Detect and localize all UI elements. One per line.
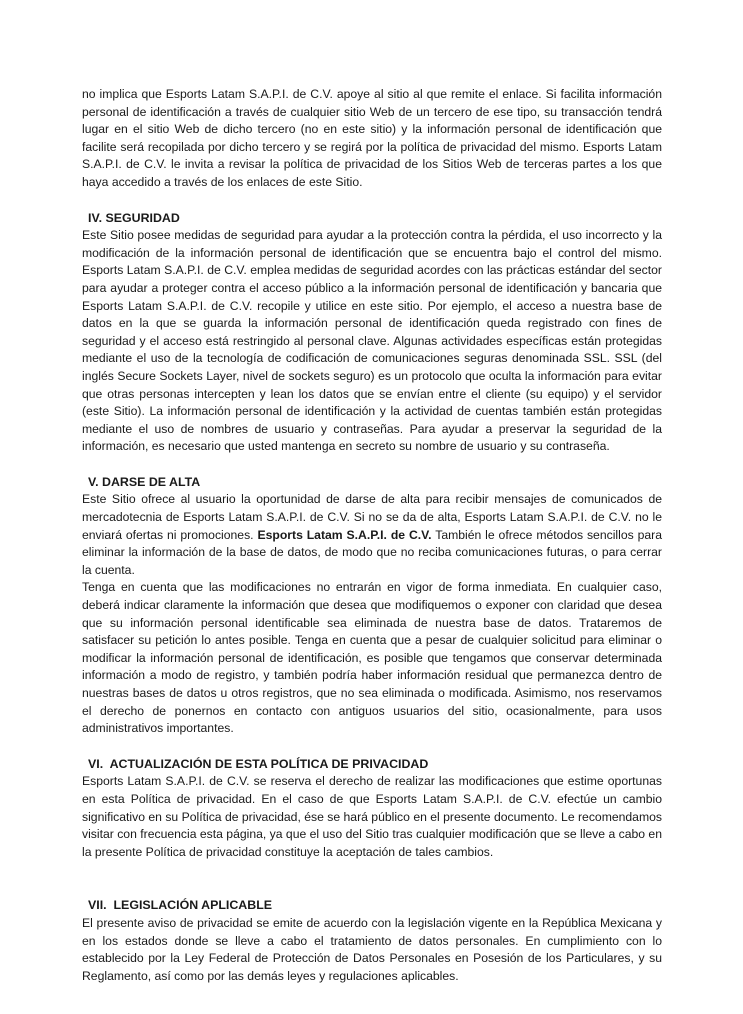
section-title: LEGISLACIÓN APLICABLE bbox=[113, 898, 273, 913]
intro-section bbox=[82, 86, 662, 192]
opt-out-company-bold: Esports Latam S.A.P.I. de C.V. bbox=[257, 527, 432, 542]
section-number: V. bbox=[88, 474, 99, 489]
opt-out-paragraph bbox=[82, 491, 662, 579]
opt-out-text-part2: También le ofrece métodos sencillos para eliminar la información de la base de datos, de modo que no reciba comunicaciones futuras, o para cerrar la cuenta. bbox=[82, 527, 662, 577]
legislation-paragraph: El presente aviso de privacidad se emite de acuerdo con la legislación vigente en la República Mexicana y en los estados donde se lleve a cabo el tratamiento de datos personales. En cumplimiento con lo establecido por la Ley Federal de Protección de Datos Personales en Posesión de los Particulares, y su Reglamento, así como por las demás leyes y regulaciones aplicables. bbox=[82, 915, 662, 983]
document-page bbox=[82, 86, 662, 985]
section-title: ACTUALIZACIÓN DE ESTA POLÍTICA DE PRIVACIDAD bbox=[109, 756, 429, 771]
section-heading-opt-out bbox=[82, 474, 662, 492]
section-number: VI. bbox=[88, 756, 104, 771]
section-number: IV. bbox=[88, 210, 103, 225]
security-paragraph: Este Sitio posee medidas de seguridad para ayudar a la protección contra la pérdida, el uso incorrecto y la modificación de la información personal de identificación que se encuentra bajo el control del mismo. Esports Latam S.A.P.I. de C.V. emplea medidas de seguridad acordes con las prácticas estándar del sector para ayudar a proteger contra el acceso público a la información personal de identificación y bancaria que Esports Latam S.A.P.I. de C.V. recopile y utilice en este sitio. Por ejemplo, el acceso a nuestra base de datos en la que se guarda la información personal de identificación queda registrado con fines de seguridad y el acceso está restringido al personal clave. Algunas actividades específicas están protegidas mediante el uso de la tecnología de codificación de comunicaciones seguras denominada SSL. SSL (del inglés Secure Sockets Layer, nivel de sockets seguro) es un protocolo que oculta la información para evitar que otras personas intercepten y lean los datos que se envían entre el cliente (su equipo) y el servidor (este Sitio). La información personal de identificación y la actividad de cuentas también están protegidas mediante el uso de nombres de usuario y contraseñas. Para ayudar a preservar la seguridad de la información, es necesario que usted mantenga en secreto su nombre de usuario y su contraseña. bbox=[82, 228, 662, 454]
section-number: VII. bbox=[88, 898, 107, 913]
section-legislation bbox=[82, 897, 662, 985]
section-title: SEGURIDAD bbox=[105, 210, 180, 225]
section-heading-security bbox=[82, 210, 662, 228]
section-title: DARSE DE ALTA bbox=[102, 474, 201, 489]
policy-update-paragraph: Esports Latam S.A.P.I. de C.V. se reserva el derecho de realizar las modificaciones que estime oportunas en esta Política de privacidad. En el caso de que Esports Latam S.A.P.I. de C.V. efectúe un cambio significativo en su Política de privacidad, ése se hará público en el presente documento. Le recomendamos visitar con frecuencia esta página, ya que el uso del Sitio tras cualquier modificación que se lleve a cabo en la presente Política de privacidad constituye la aceptación de tales cambios. bbox=[82, 774, 662, 859]
section-heading-policy-update bbox=[82, 756, 662, 774]
opt-out-second-paragraph: Tenga en cuenta que las modificaciones no entrarán en vigor de forma inmediata. En cualquier caso, deberá indicar claramente la información que desea que modifiquemos o exponer con claridad que desea que su información personal identificable sea eliminada de nuestra base de datos. Trataremos de satisfacer su petición lo antes posible. Tenga en cuenta que a pesar de cualquier solicitud para eliminar o modificar la información personal de identificación, es posible que tengamos que conservar determinada información a modo de registro, y también podría haber información residual que permanezca dentro de nuestras bases de datos u otros registros, que no sea eliminada o modificada. Asimismo, nos reservamos el derecho de ponernos en contacto con antiguos usuarios del sitio, ocasionalmente, para usos administrativos importantes. bbox=[82, 580, 662, 736]
section-heading-legislation bbox=[82, 897, 662, 915]
intro-paragraph: no implica que Esports Latam S.A.P.I. de C.V. apoye al sitio al que remite el enlace. Si facilita información personal de identificación a través de cualquier sitio Web de un tercero de ese tipo, su transacción tendrá lugar en el sitio Web de dicho tercero (no en este sitio) y la información personal de identificación que facilite será recopilada por dicho tercero y se regirá por la política de privacidad del mismo. Esports Latam S.A.P.I. de C.V. le invita a revisar la política de privacidad de los Sitios Web de terceras partes a los que haya accedido a través de los enlaces de este Sitio. bbox=[82, 87, 662, 189]
section-opt-out bbox=[82, 474, 662, 738]
opt-out-text-part1: Este Sitio ofrece al usuario la oportunidad de darse de alta para recibir mensajes de comunicados de mercadotecnia de Esports Latam S.A.P.I. de C.V. Si no se da de alta, Esports Latam S.A.P.I. de C.V. no le enviará ofertas ni promociones. bbox=[82, 492, 662, 542]
section-security bbox=[82, 210, 662, 456]
section-policy-update bbox=[82, 756, 662, 862]
